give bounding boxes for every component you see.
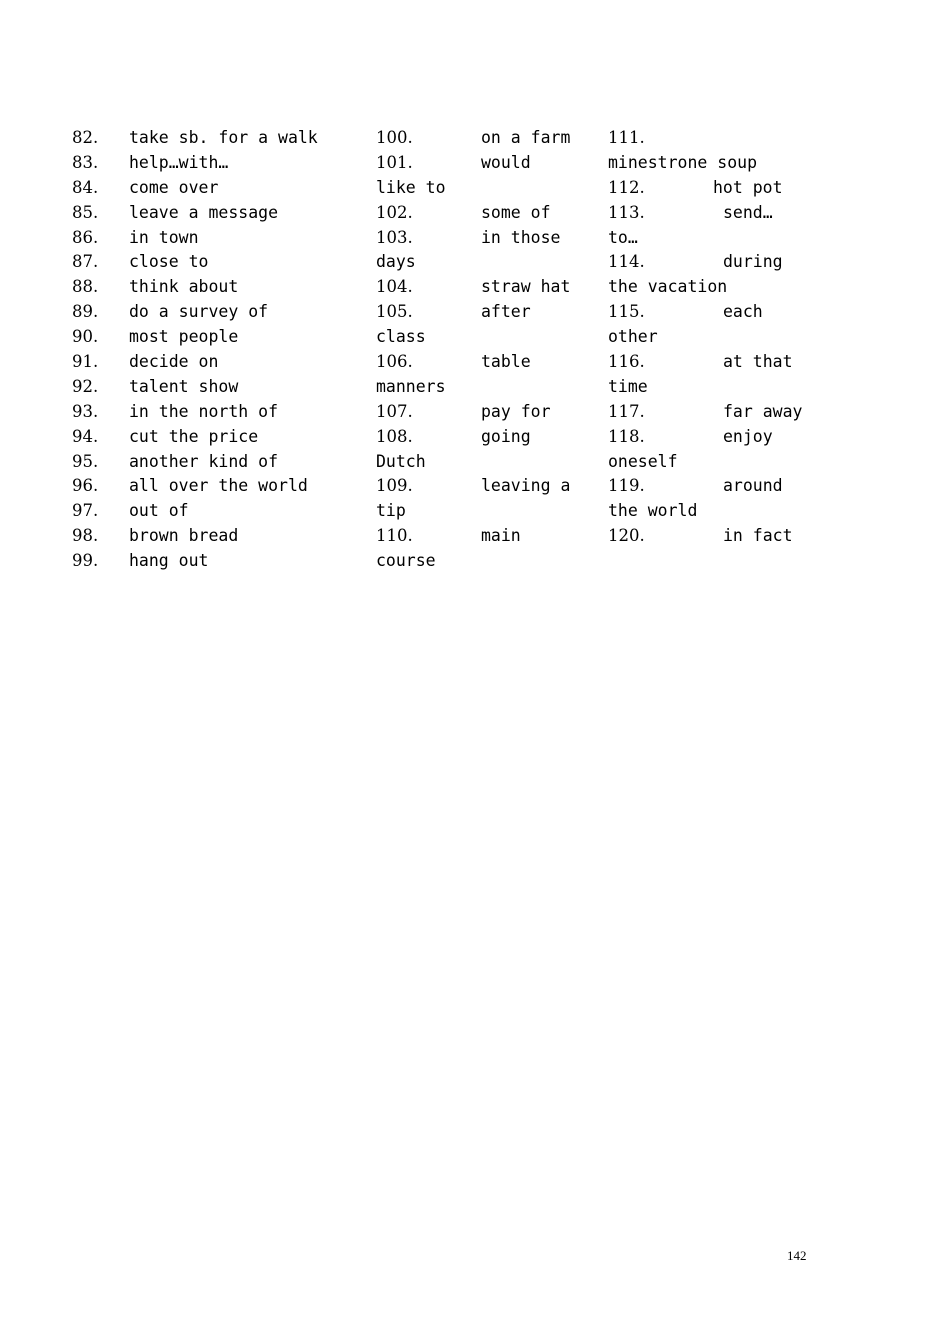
phrase-number: course: [376, 551, 436, 571]
phrase-text: straw hat: [481, 277, 571, 297]
phrase-line: [376, 474, 604, 499]
phrase-line: [376, 425, 604, 450]
phrase-column-3: [608, 126, 838, 549]
phrase-line: [608, 450, 838, 475]
phrase-line: [72, 250, 372, 275]
phrase-line: [608, 151, 838, 176]
phrase-number: 99.: [72, 551, 99, 571]
phrase-number: like to: [376, 177, 446, 197]
phrase-text: help…with…: [129, 152, 229, 172]
phrase-line: [72, 126, 372, 151]
phrase-number: 111.: [608, 128, 645, 147]
phrase-line: [72, 275, 372, 300]
phrase-text: most people: [129, 327, 239, 347]
phrase-number: 102.: [376, 202, 413, 222]
phrase-line: [376, 151, 604, 176]
phrase-column-1: [72, 126, 372, 574]
phrase-line: [72, 350, 372, 375]
phrase-text: on a farm: [481, 128, 571, 147]
phrase-number: 98.: [72, 526, 99, 546]
phrase-line: [72, 325, 372, 350]
phrase-text: each: [723, 302, 763, 322]
phrase-text: pay for: [481, 401, 551, 421]
phrase-line: [608, 325, 838, 350]
phrase-line: [72, 549, 372, 574]
phrase-text: think about: [129, 277, 239, 297]
phrase-line: [608, 126, 838, 151]
phrase-text: in town: [129, 227, 199, 247]
phrase-number: 116.: [608, 352, 645, 372]
phrase-line: [608, 226, 838, 251]
phrase-number: 114.: [608, 252, 645, 272]
phrase-number: 93.: [72, 401, 99, 421]
phrase-text: during: [723, 252, 783, 272]
phrase-number: 108.: [376, 426, 413, 446]
phrase-text: decide on: [129, 352, 219, 372]
phrase-text: come over: [129, 177, 219, 197]
phrase-text: hot pot: [713, 177, 783, 197]
phrase-line: [608, 425, 838, 450]
phrase-text: out of: [129, 501, 189, 521]
phrase-line: [376, 400, 604, 425]
phrase-line: [608, 499, 838, 524]
phrase-text: far away: [723, 401, 803, 421]
phrase-number: 92.: [72, 376, 99, 396]
phrase-line: [72, 201, 372, 226]
phrase-number: 103.: [376, 227, 413, 247]
phrase-line: [376, 524, 604, 549]
phrase-text: leaving a: [481, 476, 571, 496]
phrase-number: 107.: [376, 401, 413, 421]
phrase-text: table: [481, 352, 531, 372]
phrase-text: close to: [129, 252, 209, 272]
phrase-number: other: [608, 327, 658, 347]
page-number: 142: [787, 1248, 807, 1263]
phrase-number: minestrone soup: [608, 152, 758, 172]
phrase-line: [72, 300, 372, 325]
phrase-number: tip: [376, 501, 406, 521]
phrase-line: [72, 450, 372, 475]
phrase-number: 84.: [72, 177, 99, 197]
phrase-line: [376, 549, 604, 574]
phrase-number: the world: [608, 501, 698, 521]
phrase-number: days: [376, 252, 416, 272]
phrase-number: 83.: [72, 152, 99, 172]
phrase-line: [72, 524, 372, 549]
phrase-number: 112.: [608, 177, 645, 197]
phrase-text: leave a message: [129, 202, 279, 222]
phrase-text: in fact: [723, 526, 793, 546]
phrase-line: [376, 499, 604, 524]
phrase-number: 117.: [608, 401, 645, 421]
phrase-line: [376, 300, 604, 325]
phrase-number: 90.: [72, 327, 99, 347]
phrase-line: [608, 524, 838, 549]
phrase-number: class: [376, 327, 426, 347]
phrase-number: 106.: [376, 352, 413, 372]
phrase-number: 86.: [72, 227, 99, 247]
phrase-line: [376, 250, 604, 275]
phrase-text: all over the world: [129, 476, 308, 496]
phrase-number: 105.: [376, 302, 413, 322]
phrase-number: 119.: [608, 476, 645, 496]
phrase-text: would: [481, 152, 531, 172]
phrase-number: 85.: [72, 202, 99, 222]
phrase-number: time: [608, 376, 648, 396]
phrase-line: [376, 126, 604, 151]
phrase-line: [376, 350, 604, 375]
phrase-text: talent show: [129, 376, 239, 396]
phrase-text: around: [723, 476, 783, 496]
phrase-number: 82.: [72, 128, 99, 147]
phrase-line: [376, 375, 604, 400]
phrase-number: 94.: [72, 426, 99, 446]
phrase-line: [608, 400, 838, 425]
phrase-line: [608, 350, 838, 375]
phrase-text: in those: [481, 227, 561, 247]
phrase-text: after: [481, 302, 531, 322]
phrase-text: some of: [481, 202, 551, 222]
phrase-line: [72, 474, 372, 499]
phrase-line: [608, 474, 838, 499]
phrase-line: [72, 226, 372, 251]
phrase-line: [72, 425, 372, 450]
phrase-text: in the north of: [129, 401, 279, 421]
phrase-text: main: [481, 526, 521, 546]
phrase-line: [608, 201, 838, 226]
phrase-text: take sb. for a walk: [129, 128, 318, 147]
phrase-number: 101.: [376, 152, 413, 172]
phrase-text: enjoy: [723, 426, 773, 446]
phrase-number: 95.: [72, 451, 99, 471]
phrase-line: [376, 450, 604, 475]
phrase-number: 109.: [376, 476, 413, 496]
phrase-line: [376, 325, 604, 350]
phrase-number: 115.: [608, 302, 645, 322]
phrase-line: [376, 201, 604, 226]
phrase-number: 104.: [376, 277, 413, 297]
phrase-line: [608, 300, 838, 325]
phrase-number: 97.: [72, 501, 99, 521]
phrase-number: 113.: [608, 202, 645, 222]
phrase-number: Dutch: [376, 451, 426, 471]
phrase-line: [376, 226, 604, 251]
phrase-number: 110.: [376, 526, 413, 546]
phrase-line: [376, 275, 604, 300]
phrase-number: 91.: [72, 352, 99, 372]
phrase-text: cut the price: [129, 426, 259, 446]
phrase-number: oneself: [608, 451, 678, 471]
phrase-column-2: [376, 126, 604, 574]
phrase-number: 89.: [72, 302, 99, 322]
phrase-line: [72, 499, 372, 524]
phrase-line: [376, 176, 604, 201]
phrase-text: send…: [723, 202, 773, 222]
phrase-line: [608, 250, 838, 275]
phrase-number: manners: [376, 376, 446, 396]
phrase-number: 88.: [72, 277, 99, 297]
phrase-line: [72, 375, 372, 400]
phrase-line: [72, 400, 372, 425]
phrase-number: the vacation: [608, 277, 728, 297]
phrase-line: [72, 176, 372, 201]
phrase-line: [72, 151, 372, 176]
phrase-number: 100.: [376, 128, 413, 147]
phrase-text: another kind of: [129, 451, 279, 471]
phrase-number: 118.: [608, 426, 645, 446]
phrase-line: [608, 375, 838, 400]
phrase-text: hang out: [129, 551, 209, 571]
phrase-text: going: [481, 426, 531, 446]
phrase-number: 96.: [72, 476, 99, 496]
phrase-text: brown bread: [129, 526, 239, 546]
phrase-number: to…: [608, 227, 638, 247]
phrase-line: [608, 275, 838, 300]
phrase-number: 120.: [608, 526, 645, 546]
phrase-text: at that: [723, 352, 793, 372]
phrase-number: 87.: [72, 252, 99, 272]
phrase-text: do a survey of: [129, 302, 269, 322]
phrase-line: [608, 176, 838, 201]
